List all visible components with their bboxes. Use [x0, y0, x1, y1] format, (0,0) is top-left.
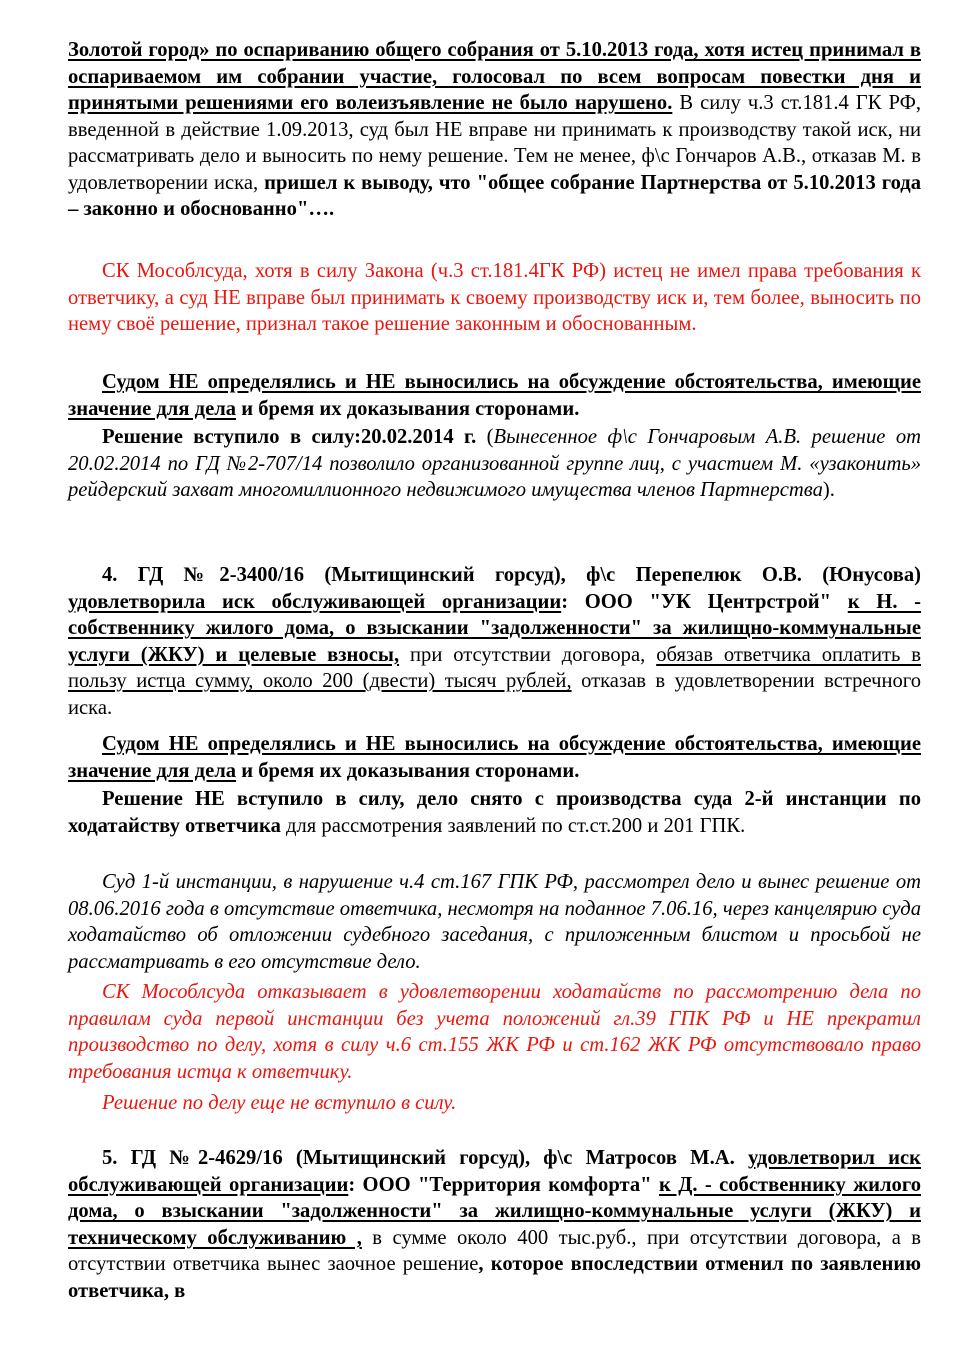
body-text: ).	[822, 479, 835, 501]
case-heading: 5. ГД №2-4629/16 (Мытищинский горсуд), ф\с Матросов М.А.	[102, 1147, 748, 1169]
bold-underlined-text: к Н. - собственнику жилого дома, о взыскании "задолженности" за жилищно-коммунальные услуги (ЖКУ) и целевые взносы,	[68, 590, 922, 666]
case-heading: 4. ГД №2-3400/16 (Мытищинский горсуд), ф\с Перепелюк О.В. (Юнусова)	[102, 564, 921, 586]
italic-text: Вынесенное ф\с Гончаровым А.В. решение от 20.02.2014 по ГД №2-707/14 позволило организованной группе лиц, с участием М. «узаконить» рейдерский захват многомиллионного недвижимого имущества членов Партнерства	[68, 426, 921, 501]
bold-underlined-text: к Д. - собственнику жилого дома, о взыскании "задолженности" за жилищно-коммунальные услуги (ЖКУ) и техническому обслуживанию ,	[68, 1173, 921, 1249]
bold-text: и бремя их доказывания сторонами.	[236, 759, 580, 782]
paragraph-zolotoy-gorod	[68, 37, 921, 223]
bold-text: : ООО "Территория комфорта"	[348, 1173, 659, 1196]
paragraph-sk-mosoblsud-1	[68, 258, 921, 338]
red-italic-text: Решение по делу еще не вступило в силу.	[102, 1092, 457, 1114]
paragraph-case-4	[68, 562, 921, 721]
body-text: в сумме около 400 тыс.руб., при отсутствии договора, а в отсутствии ответчика вынес заочное решение	[68, 1226, 921, 1275]
underlined-text: Судом НЕ определялись и НЕ выносились на обсуждение обстоятельства, имеющие значение для дела	[68, 371, 921, 420]
bold-underlined-text: удовлетворила иск обслуживающей организации	[68, 590, 562, 613]
italic-text: Суд 1-й инстанции, в нарушение ч.4 ст.167 ГПК РФ, рассмотрел дело и вынес решение от 08.06.2016 года в отсутствие ответчика, несмотря на поданное 7.06.16, через канцелярию суда ходатайство об отложении судебного заседания, с приложенным блистом и просьбой не рассматривать в его отсутствие дело.	[68, 871, 921, 973]
underlined-text: Судом НЕ определялись и НЕ выносились на обсуждение обстоятельства, имеющие значение для дела	[68, 733, 921, 782]
red-italic-text: СК Мособлсуда отказывает в удовлетворении ходатайств по рассмотрению дела по правилам суда первой инстанции без учета положений гл.39 ГПК РФ и НЕ прекратил производство по делу, хотя в силу ч.6 ст.155 ЖК РФ и ст.162 ЖК РФ отсутствовало право требования истца к ответчику.	[68, 981, 921, 1083]
body-text: при отсутствии договора,	[399, 643, 657, 666]
paragraph-court-not-determined-2	[68, 731, 921, 784]
bold-underlined-text: удовлетворил иск обслуживающей организации	[68, 1147, 922, 1196]
bold-underlined-text: Золотой город» по оспариванию общего собрания от 5.10.2013 года, хотя истец принимал в оспариваемом им собрании участие, голосовал по всем вопросам повестки дня и принятыми решениями его волеизъявление не было нарушено.	[68, 39, 921, 114]
bold-text: Решение вступило в силу:20.02.2014 г.	[102, 426, 477, 448]
paragraph-sk-mosoblsud-2	[68, 979, 921, 1085]
paragraph-not-yet-in-force	[68, 1090, 921, 1117]
body-text: для рассмотрения заявлений по ст.ст.200 и 201 ГПК.	[280, 814, 746, 837]
bold-text: : ООО "УК Центрстрой"	[561, 590, 848, 613]
paragraph-court-not-determined-1	[68, 369, 921, 422]
bold-text: и бремя их доказывания сторонами.	[236, 397, 580, 420]
paragraph-case-5	[68, 1145, 921, 1304]
bold-text: пришел к выводу, что "общее собрание Партнерства от 5.10.2013 года – законно и обоснованно"….	[68, 171, 921, 220]
bold-text: , которое впоследствии отменил по заявлению ответчика, в	[68, 1253, 921, 1302]
paragraph-first-instance	[68, 869, 921, 975]
paragraph-decision-in-force	[68, 424, 921, 504]
body-text: В силу ч.3 ст.181.4 ГК РФ, введенной в действие 1.09.2013, суд был НЕ вправе ни принимать к производству такой иск, ни рассматривать дело и выносить по нему решение. Тем не менее, ф\с Гончаров А.В., отказав М. в удовлетворении иска,	[68, 92, 921, 194]
body-text: отказав в удовлетворении встречного иска.	[68, 670, 921, 719]
red-text: СК Мособлсуда, хотя в силу Закона (ч.3 ст.181.4ГК РФ) истец не имел права требования к ответчику, а суд НЕ вправе был принимать к своему производству иск и, тем более, выносить по нему своё решение, признал такое решение законным и обоснованным.	[68, 260, 921, 335]
bold-text: Решение НЕ вступило в силу, дело снято с производства суда 2-й инстанции по ходатайству ответчика	[68, 788, 921, 837]
paragraph-decision-not-in-force	[68, 786, 921, 839]
body-text: (	[476, 426, 494, 448]
underlined-text: обязав ответчика оплатить в пользу истца сумму, около 200 (двести) тысяч рублей,	[68, 643, 921, 692]
